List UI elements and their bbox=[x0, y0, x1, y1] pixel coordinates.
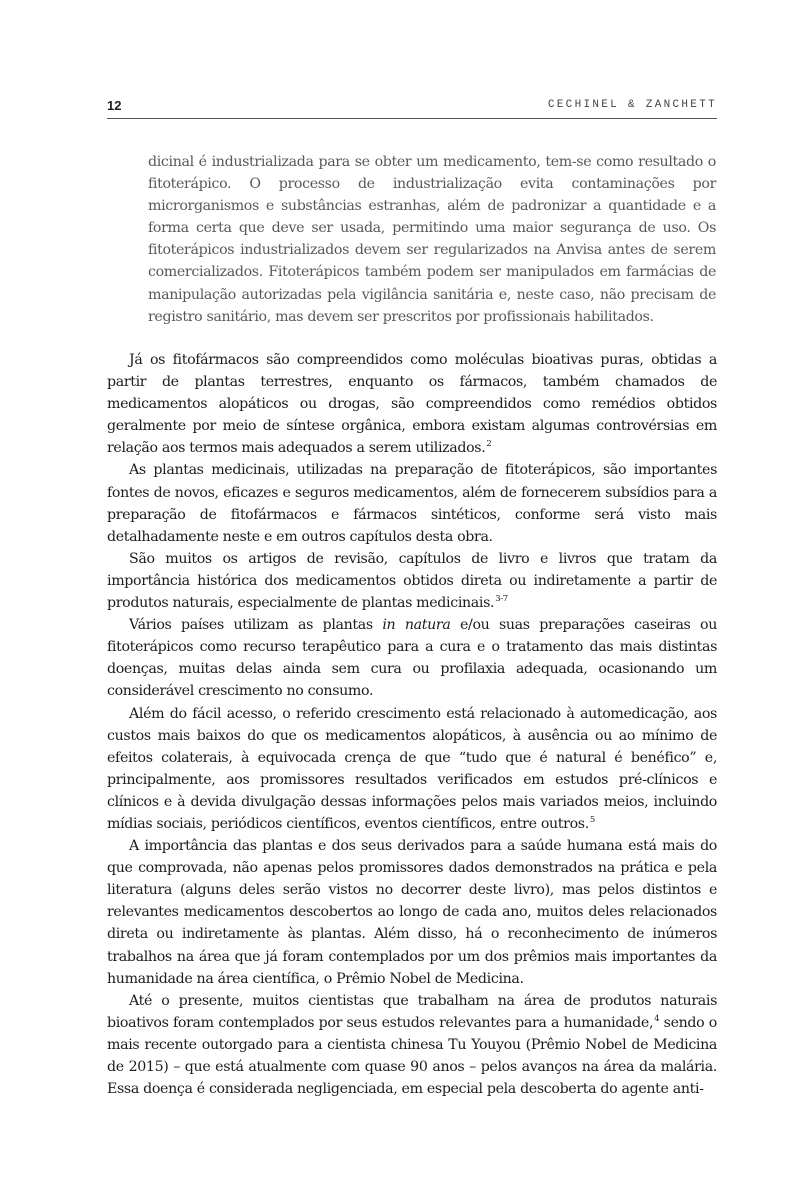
paragraph bbox=[107, 703, 717, 836]
footnote-ref: 5 bbox=[589, 814, 595, 825]
paragraph-text: e/ou suas preparações caseiras ou fitoterápicos como recurso terapêutico para a cura e o tratamento das mais distintas doenças, muitas delas ainda sem cura ou profilaxia adequada, ocasionando um considerável crescimento no consumo. bbox=[107, 617, 717, 700]
italic-term: in natura bbox=[382, 617, 451, 634]
paragraph-text: Até o presente, muitos cientistas que trabalham na área de produtos naturais bioativos foram contemplados por seus estudos relevantes para a humanidade, bbox=[107, 992, 717, 1031]
paragraph bbox=[107, 459, 717, 547]
page-header bbox=[107, 98, 717, 119]
block-quote bbox=[148, 151, 716, 328]
paragraph bbox=[107, 349, 717, 459]
running-head: CECHINEL & ZANCHETT bbox=[547, 99, 717, 111]
paragraph-text: A importância das plantas e dos seus derivados para a saúde humana está mais do que comprovada, não apenas pelos promissores dados demonstrados na prática e pela literatura (alguns deles serão vistos no decorrer deste livro), mas pelos distintos e relevantes medicamentos descobertos ao longo de cada ano, muitos deles relacionados direta ou indiretamente às plantas. Além disso, há o reconhecimento de inúmeros trabalhos na área que já foram contemplados por um dos prêmios mais importantes da humanidade na área científica, o Prêmio Nobel de Medicina. bbox=[107, 838, 717, 987]
body-text bbox=[107, 349, 717, 1100]
footnote-ref: 3-7 bbox=[495, 594, 508, 605]
footnote-ref: 4 bbox=[654, 1013, 660, 1024]
paragraph-text: sendo o mais recente outorgado para a cientista chinesa Tu Youyou (Prêmio Nobel de Medicina de 2015) – que está atualmente com quase 90 anos – pelos avanços na área da malária. Essa doença é considerada negligenciada, em especial pela descoberta do agente anti- bbox=[107, 1014, 717, 1098]
paragraph bbox=[107, 990, 717, 1100]
paragraph bbox=[107, 614, 717, 702]
paragraph-text: Já os fitofármacos são compreendidos como moléculas bioativas puras, obtidas a partir de plantas terrestres, enquanto os fármacos, também chamados de medicamentos alopáticos ou drogas, são compreendidos como remédios obtidos geralmente por meio de síntese orgânica, embora existam algumas controvérsias em relação aos termos mais adequados a serem utilizados. bbox=[107, 352, 717, 457]
footnote-ref: 2 bbox=[486, 439, 492, 450]
page-number: 12 bbox=[107, 98, 122, 113]
paragraph-text: Vários países utilizam as plantas bbox=[129, 617, 383, 634]
paragraph-text: As plantas medicinais, utilizadas na preparação de fitoterápicos, são importantes fontes de novos, eficazes e seguros medicamentos, além de fornecerem subsídios para a preparação de fitofármacos e fármacos sintéticos, conforme será visto mais detalhadamente neste e em outros capítulos desta obra. bbox=[107, 462, 717, 545]
paragraph-text: Além do fácil acesso, o referido crescimento está relacionado à automedicação, aos custos mais baixos do que os medicamentos alopáticos, à ausência ou ao mínimo de efeitos colaterais, à equivocada crença de que “tudo que é natural é benéfico” e, principalmente, aos promissores resultados verificados em estudos pré-clínicos e clínicos e à devida divulgação dessas informações pelos mais variados meios, incluindo mídias sociais, periódicos científicos, eventos científicos, entre outros. bbox=[107, 705, 717, 832]
paragraph bbox=[107, 835, 717, 990]
paragraph-text: São muitos os artigos de revisão, capítulos de livro e livros que tratam da importância histórica dos medicamentos obtidos direta ou indiretamente a partir de produtos naturais, especialmente de plantas medicinais. bbox=[107, 550, 717, 612]
paragraph bbox=[107, 548, 717, 614]
block-quote-text: dicinal é industrializada para se obter um medicamento, tem-se como resultado o fitoterápico. O processo de industrialização evita contaminações por microrganismos e substâncias estranhas, além de padronizar a quantidade e a forma certa que deve ser usada, permitindo uma maior segurança de uso. Os fitoterápicos industrializados devem ser regularizados na Anvisa antes de serem comercializados. Fitoterápicos também podem ser manipulados em farmácias de manipulação autorizadas pela vigilância sanitária e, neste caso, não precisam de registro sanitário, mas devem ser prescritos por profissionais habilitados. bbox=[148, 154, 716, 325]
